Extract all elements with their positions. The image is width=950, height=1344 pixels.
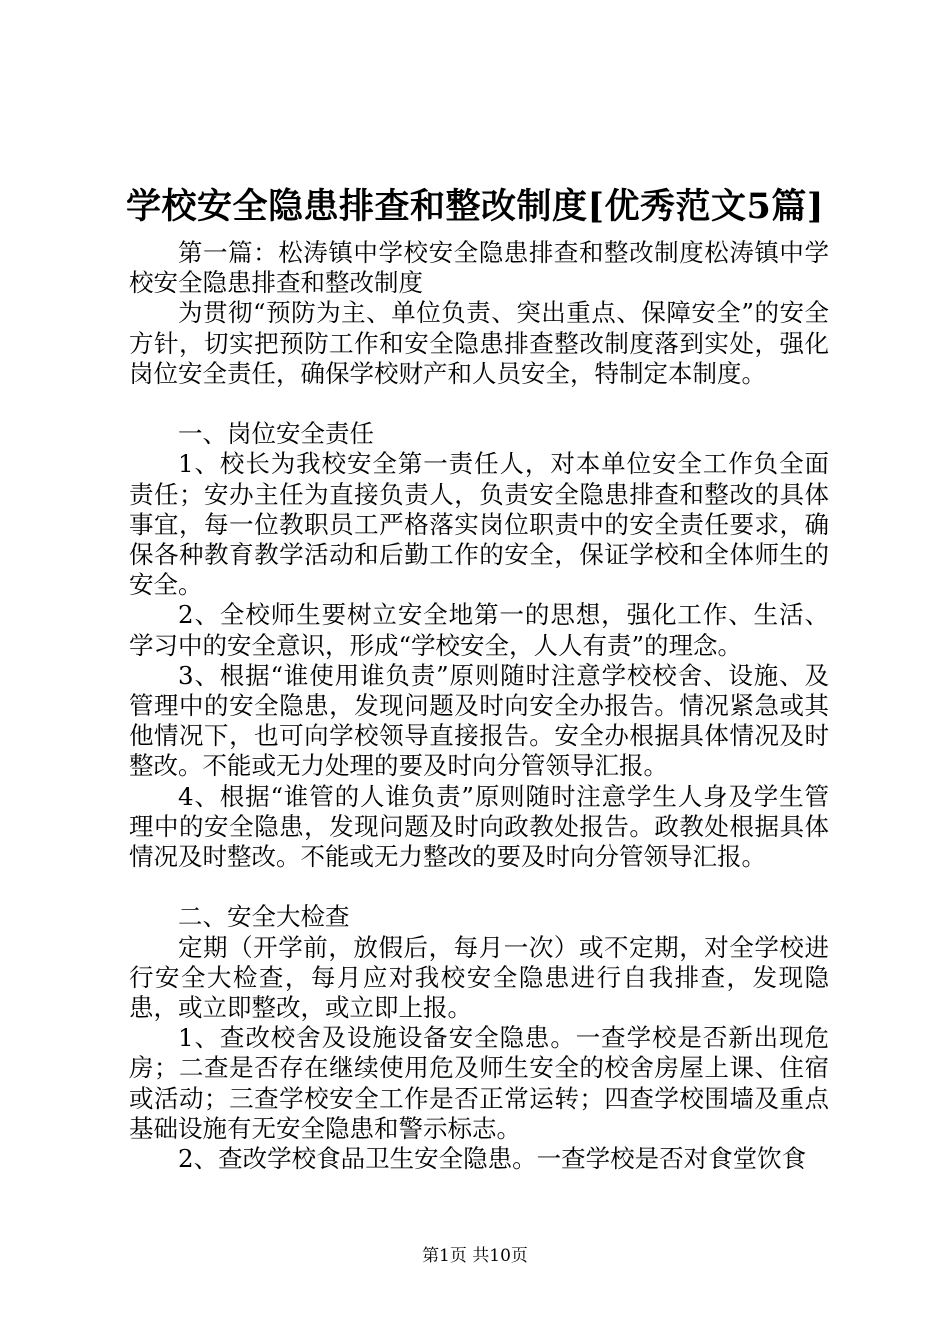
paragraph-inspection-1: 1、查改校舍及设施设备安全隐患。一查学校是否新出现危房；二查是否存在继续使用危及师生安全的校舍房屋上课、住宿或活动；三查学校安全工作是否正常运转；四查学校围墙及重点基础设施有无安全隐患和警示标志。 <box>129 1023 829 1143</box>
paragraph-responsibility-2: 2、全校师生要树立安全地第一的思想，强化工作、生活、学习中的安全意识，形成“学校安全，人人有责”的理念。 <box>129 600 829 660</box>
paragraph-intro-heading: 第一篇：松涛镇中学校安全隐患排查和整改制度松涛镇中学校安全隐患排查和整改制度 <box>129 238 829 298</box>
paragraph-responsibility-1: 1、校长为我校安全第一责任人，对本单位安全工作负全面责任；安办主任为直接负责人，负责安全隐患排查和整改的具体事宜，每一位教职员工严格落实岗位职责中的安全责任要求，确保各种教育教学活动和后勤工作的安全，保证学校和全体师生的安全。 <box>129 449 829 600</box>
paragraph-inspection-intro: 定期（开学前，放假后，每月一次）或不定期，对全学校进行安全大检查，每月应对我校安全隐患进行自我排查，发现隐患，或立即整改，或立即上报。 <box>129 932 829 1023</box>
document-title: 学校安全隐患排查和整改制度[优秀范文5篇] <box>126 186 824 227</box>
paragraph-purpose: 为贯彻“预防为主、单位负责、突出重点、保障安全”的安全方针，切实把预防工作和安全隐患排查整改制度落到实处，强化岗位安全责任，确保学校财产和人员安全，特制定本制度。 <box>129 298 829 388</box>
section-heading-responsibility: 一、岗位安全责任 <box>178 419 374 449</box>
section-heading-inspection: 二、安全大检查 <box>178 902 350 932</box>
document-body <box>129 238 829 1174</box>
paragraph-responsibility-3: 3、根据“谁使用谁负责”原则随时注意学校校舍、设施、及管理中的安全隐患，发现问题及时向安全办报告。情况紧急或其他情况下，也可向学校领导直接报告。安全办根据具体情况及时整改。不能或无力处理的要及时向分管领导汇报。 <box>129 660 829 781</box>
paragraph-responsibility-4: 4、根据“谁管的人谁负责”原则随时注意学生人身及学生管理中的安全隐患，发现问题及时向政教处报告。政教处根据具体情况及时整改。不能或无力整改的要及时向分管领导汇报。 <box>129 781 829 872</box>
page-number-footer: 第1页 共10页 <box>422 1246 528 1266</box>
paragraph-inspection-2: 2、查改学校食品卫生安全隐患。一查学校是否对食堂饮食 <box>178 1144 807 1174</box>
